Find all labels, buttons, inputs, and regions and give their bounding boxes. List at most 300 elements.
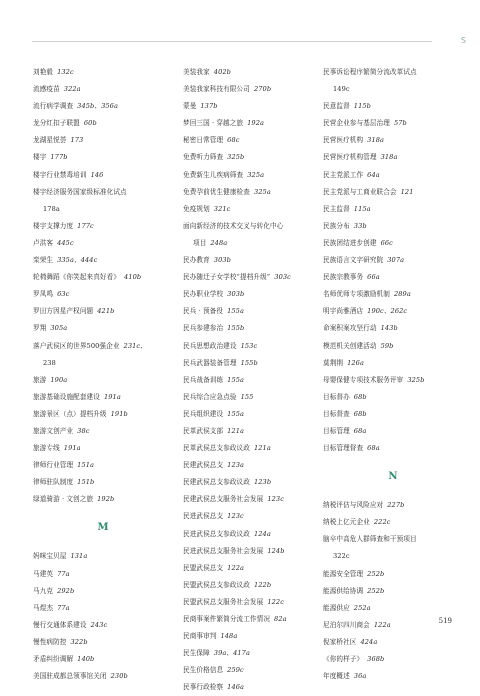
index-entry — [183, 594, 323, 611]
entry-term: 民兵参建参治 — [183, 324, 224, 333]
entry-term: 落户武侯区的世界500强企业 — [33, 341, 120, 350]
entry-term: 纳税上亿元企业 — [323, 518, 370, 527]
index-entry — [323, 514, 463, 531]
entry-page-ref: 325a — [247, 170, 265, 179]
index-entry — [183, 98, 323, 115]
index-entry — [183, 662, 323, 679]
entry-page-ref: 307a — [387, 256, 405, 265]
index-column-3 — [323, 64, 463, 685]
index-entry — [323, 355, 463, 372]
entry-page-ref: 192b — [97, 495, 115, 504]
index-entry — [323, 497, 463, 514]
entry-page-ref: 303c — [274, 273, 291, 282]
index-entry — [33, 423, 173, 440]
entry-term: 马九克 — [33, 586, 54, 595]
entry-page-ref: 121a — [253, 444, 271, 453]
index-entry — [33, 115, 173, 132]
index-entry — [33, 457, 173, 474]
index-column-1 — [33, 64, 173, 685]
index-entry — [183, 115, 323, 132]
entry-term: 龙湖星悦荟 — [33, 136, 67, 145]
entry-term: 178a — [43, 204, 60, 213]
entry-page-ref: 131a — [70, 552, 88, 561]
entry-page-ref: 191a — [103, 392, 121, 401]
index-entry — [183, 184, 323, 201]
entry-page-ref: 325b — [407, 375, 425, 384]
entry-term: 民盟武侯总支 — [183, 563, 224, 572]
index-entry — [183, 218, 323, 235]
index-entry — [323, 98, 463, 115]
index-entry — [183, 201, 323, 218]
index-entry — [323, 320, 463, 337]
entry-term: 纳税评估与风险应对 — [323, 501, 384, 510]
entry-term: 能源安全管理 — [323, 569, 364, 578]
entry-term: 名师优师专项激励机制 — [323, 290, 390, 299]
entry-term: 命案积案攻坚行动 — [323, 324, 377, 333]
entry-page-ref: 146a — [227, 683, 245, 692]
index-entry — [183, 423, 323, 440]
entry-page-ref: 122a — [373, 620, 391, 629]
entry-term: 马建英 — [33, 569, 54, 578]
index-entry — [323, 167, 463, 184]
entry-term: 轮椅舞蹈《你笑起来真好看》 — [33, 273, 121, 282]
index-entry — [183, 526, 323, 543]
entry-term: 楼宇行业禁毒培训 — [33, 170, 87, 179]
entry-page-ref: 410b — [124, 273, 142, 282]
index-entry — [323, 423, 463, 440]
index-entry — [323, 651, 463, 668]
entry-page-ref: 115a — [353, 204, 371, 213]
index-entry — [33, 406, 173, 423]
entry-page-ref: 59b — [380, 341, 394, 350]
entry-page-ref: 303b — [227, 290, 245, 299]
index-entry — [33, 372, 173, 389]
entry-term: 238 — [43, 358, 56, 367]
index-entry — [323, 218, 463, 235]
index-entry — [323, 406, 463, 423]
entry-term: 民革武侯总支参政议政 — [183, 444, 250, 453]
index-entry — [33, 252, 173, 269]
index-entry — [183, 474, 323, 491]
entry-term: 民兵战备训练 — [183, 375, 224, 384]
index-entry — [33, 303, 173, 320]
header-rule — [32, 41, 432, 42]
entry-page-ref: 177c — [77, 221, 94, 230]
entry-page-ref: 153c — [240, 341, 258, 350]
entry-page-ref: 68b — [353, 392, 367, 401]
entry-term: 民兵思想政治建设 — [183, 341, 237, 350]
entry-term: 矛盾纠纷调解 — [33, 655, 74, 663]
entry-term: 民营企业参与基层治理 — [323, 119, 390, 128]
entry-term: 楼宇 — [33, 153, 47, 162]
entry-term: 民商事案件繁简分流工作情况 — [183, 615, 271, 623]
entry-page-ref: 132c — [57, 68, 74, 76]
entry-term: 民兵综合应急点验 — [183, 392, 237, 401]
entry-page-ref: 66c — [380, 238, 393, 247]
index-entry — [33, 600, 173, 617]
entry-page-ref: 252b — [367, 569, 385, 578]
entry-term: 旅游文创产业 — [33, 426, 74, 435]
entry-page-ref: 421b — [97, 307, 115, 316]
index-entry — [183, 406, 323, 423]
index-entry — [323, 303, 463, 320]
index-entry — [33, 235, 173, 252]
entry-page-ref: 321c — [213, 204, 231, 213]
entry-page-ref: 121a — [227, 426, 245, 435]
entry-page-ref: 173 — [70, 136, 84, 145]
entry-page-ref: 122b — [253, 580, 272, 589]
entry-page-ref: 122a — [227, 563, 245, 572]
entry-page-ref: 68a — [367, 444, 380, 453]
entry-page-ref: 143b — [380, 324, 398, 333]
index-entry — [33, 167, 173, 184]
entry-page-ref: 318a — [380, 153, 398, 162]
index-entry — [33, 64, 173, 81]
entry-page-ref: 230b — [110, 672, 128, 681]
entry-term: 倪家桥社区 — [323, 637, 357, 646]
entry-page-ref: 222c — [373, 518, 391, 527]
entry-page-ref: 289a — [393, 290, 411, 299]
entry-term: 免费听力筛查 — [183, 153, 224, 162]
index-entry — [33, 286, 173, 303]
index-entry — [33, 583, 173, 600]
entry-term: 慢行交通体系建设 — [33, 620, 87, 629]
index-entry — [33, 184, 173, 201]
entry-term: 民进武侯总支 — [183, 512, 224, 521]
index-entry — [33, 548, 173, 565]
entry-page-ref: 36a — [353, 672, 367, 681]
index-entry — [33, 81, 173, 98]
index-entry — [183, 457, 323, 474]
entry-page-ref: 259c — [227, 666, 244, 675]
index-entry — [33, 98, 173, 115]
entry-page-ref: 155 — [240, 392, 254, 401]
index-entry — [33, 668, 173, 685]
entry-term: 民营医疗机构管理 — [323, 153, 377, 162]
entry-page-ref: 121 — [400, 187, 414, 196]
index-entry — [33, 320, 173, 337]
index-entry-continuation — [33, 355, 173, 372]
index-entry — [183, 303, 323, 320]
index-entry — [183, 543, 323, 560]
entry-page-ref: 66a — [367, 273, 380, 282]
entry-page-ref: 325b — [227, 153, 245, 162]
entry-term: 妈咪宝贝屋 — [33, 552, 67, 561]
entry-term: 秘密日常管理 — [183, 136, 224, 145]
entry-term: 免疫规划 — [183, 204, 210, 213]
index-entry — [323, 600, 463, 617]
index-entry — [323, 64, 463, 81]
entry-term: 马煜杰 — [33, 603, 54, 612]
entry-term: 民事行政检察 — [183, 683, 224, 692]
entry-term: 民兵武器装备管理 — [183, 358, 237, 367]
index-entry — [323, 668, 463, 685]
index-entry — [323, 583, 463, 600]
index-entry — [33, 218, 173, 235]
entry-term: 民兵组织建设 — [183, 409, 224, 418]
entry-term: 民主监督 — [323, 204, 350, 213]
entry-term: 面向新经济的技术交叉与转化中心 — [183, 221, 284, 230]
index-entry — [183, 372, 323, 389]
entry-term: 流行病学调查 — [33, 102, 74, 111]
index-entry — [183, 508, 323, 525]
entry-page-ref: 445c — [57, 238, 74, 247]
index-entry — [323, 252, 463, 269]
entry-term: 民盟武侯总支参政议政 — [183, 580, 250, 589]
entry-term: 民族宗教事务 — [323, 273, 364, 282]
entry-term: 民族团结进步创建 — [323, 238, 377, 247]
entry-page-ref: 39a、417a — [213, 649, 251, 658]
entry-page-ref: 68a — [353, 426, 367, 435]
index-entry — [33, 617, 173, 634]
entry-term: 民建武侯总支参政议政 — [183, 478, 250, 487]
index-entry — [183, 389, 323, 406]
index-column-2 — [183, 64, 323, 696]
index-entry — [323, 132, 463, 149]
entry-term: 刘艳毅 — [33, 68, 54, 76]
entry-term: 能源供给协调 — [323, 586, 364, 595]
entry-term: 民进武侯总支参政议政 — [183, 529, 250, 538]
entry-term: 民生保障 — [183, 649, 210, 658]
index-entry — [323, 389, 463, 406]
entry-page-ref: 177b — [50, 153, 68, 162]
index-entry — [323, 184, 463, 201]
entry-term: 美装我家 — [183, 68, 210, 76]
entry-term: 民商事审判 — [183, 632, 217, 641]
entry-page-ref: 82a — [274, 615, 287, 623]
entry-page-ref: 123c — [227, 512, 244, 521]
entry-page-ref: 68c — [227, 136, 240, 145]
entry-page-ref: 38c — [77, 426, 90, 435]
entry-term: 母婴保健专项技术服务评审 — [323, 375, 404, 384]
entry-term: 蒙曼 — [183, 102, 197, 111]
entry-page-ref: 345b、356a — [77, 102, 118, 111]
index-entry — [33, 269, 173, 286]
index-entry — [323, 372, 463, 389]
section-letter: M — [97, 522, 109, 534]
entry-term: 民办教育 — [183, 256, 210, 265]
entry-term: 免费新生儿疾病筛查 — [183, 170, 244, 179]
entry-page-ref: 33b — [353, 221, 367, 230]
index-entry — [183, 628, 323, 645]
entry-term: 美国驻成都总领事馆关闭 — [33, 672, 107, 681]
entry-term: 流感疫苗 — [33, 85, 60, 94]
index-entry — [33, 651, 173, 668]
entry-page-ref: 252b — [367, 586, 385, 595]
index-entry — [33, 474, 173, 491]
entry-page-ref: 303b — [213, 256, 231, 265]
index-entry — [33, 440, 173, 457]
index-entry — [183, 611, 323, 628]
entry-term: 栾荣生 — [33, 256, 54, 265]
index-entry — [183, 167, 323, 184]
entry-term: 民生价格信息 — [183, 666, 224, 675]
index-entry — [183, 132, 323, 149]
entry-term: 楼宇经济服务国家级标准化试点 — [33, 187, 127, 196]
entry-page-ref: 305a — [50, 324, 68, 333]
entry-term: 尼泊尔四川商会 — [323, 620, 370, 629]
entry-page-ref: 190c、262c — [367, 307, 408, 316]
entry-term: 能源供应 — [323, 603, 350, 612]
entry-term: 149c — [333, 85, 350, 94]
entry-term: 脑卒中高危人群筛查和干预项目 — [323, 535, 417, 544]
entry-page-ref: 124b — [267, 546, 285, 555]
index-entry — [33, 132, 173, 149]
index-entry — [323, 634, 463, 651]
entry-term: 民办职业学校 — [183, 290, 224, 299]
index-entry — [33, 634, 173, 651]
entry-term: 美装我家科技有限公司 — [183, 85, 250, 94]
entry-page-ref: 155b — [240, 358, 258, 367]
entry-term: 民革武侯支部 — [183, 426, 224, 435]
entry-page-ref: 140b — [77, 655, 95, 663]
index-entry-continuation — [183, 235, 323, 252]
entry-page-ref: 227b — [387, 501, 405, 510]
entry-term: 卢洪客 — [33, 238, 54, 247]
entry-term: 龙分红扣子联盟 — [33, 119, 80, 128]
entry-page-ref: 68b — [353, 409, 367, 418]
entry-term: 民族语言文字研究院 — [323, 256, 384, 265]
entry-page-ref: 77a — [57, 569, 70, 578]
index-entry — [323, 149, 463, 166]
entry-page-ref: 148a — [220, 632, 238, 641]
index-entry — [183, 320, 323, 337]
index-entry — [33, 338, 173, 355]
entry-term: 绿道骑游 · 文创之旅 — [33, 495, 94, 504]
entry-page-ref: 126a — [347, 358, 365, 367]
entry-page-ref: 243c — [90, 620, 108, 629]
entry-term: 目标管理督查 — [323, 444, 364, 453]
entry-page-ref: 124a — [253, 529, 271, 538]
entry-page-ref: 190a — [50, 375, 68, 384]
entry-page-ref: 402b — [213, 68, 231, 76]
entry-page-ref: 60b — [83, 119, 97, 128]
entry-term: 旅游专线 — [33, 444, 60, 453]
entry-term: 旅游基础设施配套建设 — [33, 392, 100, 401]
index-entry — [323, 235, 463, 252]
entry-page-ref: 137b — [200, 102, 218, 111]
entry-term: 慢性病防控 — [33, 637, 67, 646]
entry-page-ref: 155a — [227, 409, 245, 418]
entry-page-ref: 123c — [267, 495, 285, 504]
entry-page-ref: 322b — [70, 637, 88, 646]
section-letter: N — [388, 471, 398, 483]
index-entry — [33, 149, 173, 166]
entry-page-ref: 64a — [367, 170, 380, 179]
index-entry — [183, 286, 323, 303]
page-number: 519 — [438, 617, 452, 625]
entry-term: 民盟武侯总支服务社会发展 — [183, 597, 264, 606]
index-entry — [183, 491, 323, 508]
entry-term: 目标管理 — [323, 426, 350, 435]
entry-page-ref: 63c — [57, 290, 70, 299]
index-entry — [323, 566, 463, 583]
entry-term: 民建武侯总支服务社会发展 — [183, 495, 264, 504]
entry-term: 项目 — [193, 238, 207, 247]
entry-page-ref: 77a — [57, 603, 70, 612]
entry-page-ref: 155b — [227, 324, 245, 333]
entry-term: 莫荆荆 — [323, 358, 344, 367]
index-entry — [183, 440, 323, 457]
entry-term: 梦回三国 · 穿越之旅 — [183, 119, 244, 128]
entry-page-ref: 155a — [227, 307, 244, 316]
entry-page-ref: 115b — [353, 102, 371, 111]
entry-page-ref: 155a — [227, 375, 245, 384]
index-entry — [323, 115, 463, 132]
index-entry — [183, 338, 323, 355]
entry-page-ref: 191b — [110, 409, 128, 418]
entry-term: 罗田方因星产权问题 — [33, 307, 94, 316]
entry-term: 模范机关创建活动 — [323, 341, 377, 350]
entry-page-ref: 151a — [77, 461, 95, 470]
entry-term: 《你的样子》 — [323, 655, 364, 663]
entry-term: 民建武侯总支 — [183, 461, 224, 470]
entry-term: 免费孕前优生健康检查 — [183, 187, 250, 196]
entry-page-ref: 270b — [253, 85, 272, 94]
entry-page-ref: 368b — [367, 655, 385, 663]
index-entry — [323, 286, 463, 303]
index-entry — [33, 566, 173, 583]
entry-page-ref: 292b — [57, 586, 75, 595]
entry-term: 民营医疗机构 — [323, 136, 364, 145]
entry-page-ref: 325a — [253, 187, 271, 196]
entry-page-ref: 318a — [367, 136, 385, 145]
index-entry-continuation — [323, 81, 463, 98]
entry-term: 民意监督 — [323, 102, 350, 111]
index-entry — [183, 560, 323, 577]
entry-page-ref: 424a — [360, 637, 378, 646]
entry-term: 民主党派工作 — [323, 170, 364, 179]
entry-term: 民主党派与工商业联合会 — [323, 187, 397, 196]
index-entry — [183, 679, 323, 696]
entry-page-ref: 123b — [253, 478, 272, 487]
index-entry — [183, 645, 323, 662]
entry-page-ref: 322a — [63, 85, 81, 94]
entry-term: 罗凤鸣 — [33, 290, 54, 299]
entry-term: 律师行业管理 — [33, 461, 74, 470]
index-entry — [183, 269, 323, 286]
index-entry — [33, 491, 173, 508]
index-entry — [323, 531, 463, 548]
entry-term: 旅游 — [33, 375, 47, 384]
index-entry — [183, 355, 323, 372]
index-entry — [323, 338, 463, 355]
entry-page-ref: 122c — [267, 597, 285, 606]
entry-term: 民事诉讼程序繁简分流改革试点 — [323, 68, 417, 76]
corner-label: S — [460, 36, 466, 45]
entry-page-ref: 335a、444c — [57, 256, 98, 265]
index-entry — [33, 389, 173, 406]
index-entry — [183, 252, 323, 269]
entry-term: 明宇尚雅酒店 — [323, 307, 364, 316]
index-entry — [323, 269, 463, 286]
entry-term: 楼宇支撑力度 — [33, 221, 74, 230]
entry-page-ref: 231c、 — [123, 341, 147, 350]
entry-term: 律师驻队制度 — [33, 478, 74, 487]
entry-page-ref: 252a — [353, 603, 371, 612]
entry-term: 罗翔 — [33, 324, 47, 333]
entry-term: 目标督办 — [323, 392, 350, 401]
index-entry — [183, 577, 323, 594]
entry-term: 年度概述 — [323, 672, 350, 681]
entry-page-ref: 151b — [77, 478, 95, 487]
index-entry — [183, 149, 323, 166]
entry-term: 322c — [333, 552, 350, 561]
entry-page-ref: 57b — [393, 119, 407, 128]
entry-term: 民族分布 — [323, 221, 350, 230]
index-entry — [183, 81, 323, 98]
index-entry-continuation — [33, 201, 173, 218]
